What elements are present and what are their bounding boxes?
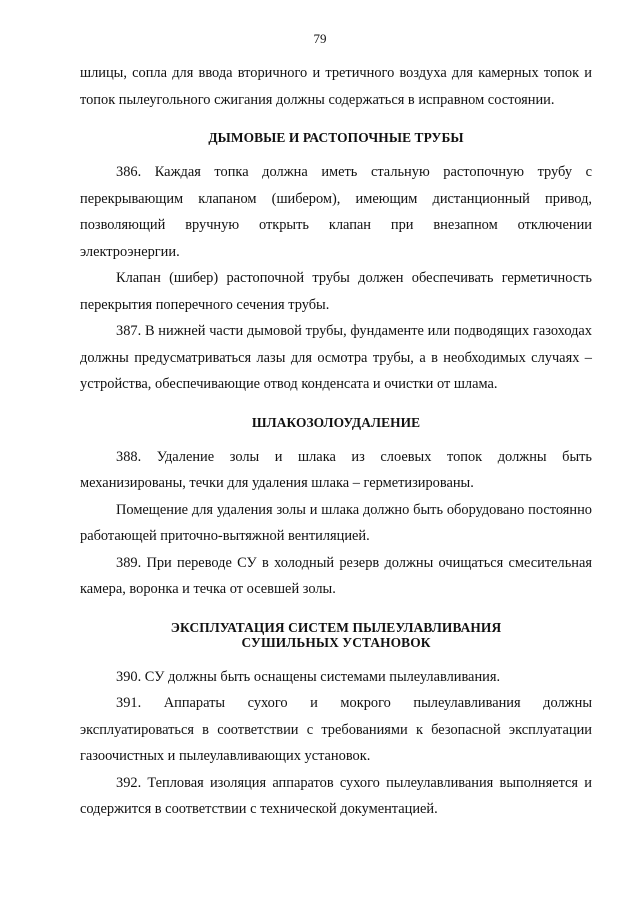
paragraph-386-valve: Клапан (шибер) растопочной трубы должен обеспечивать герметичность перекрытия поперечного сечения трубы. <box>80 270 592 313</box>
paragraph-388: 388. Удаление золы и шлака из слоевых топок должны быть механизированы, течки для удаления шлака – герметизированы. <box>80 448 592 491</box>
paragraph-390: 390. СУ должны быть оснащены системами пылеулавливания. <box>116 668 501 685</box>
paragraph-389: 389. При переводе СУ в холодный резерв должны очищаться смесительная камера, воронка и течка от осевшей золы. <box>80 554 592 597</box>
section-heading-dust-collection-line-1: ЭКСПЛУАТАЦИЯ СИСТЕМ ПЫЛЕУЛАВЛИВАНИЯ <box>170 619 502 635</box>
paragraph-387: 387. В нижней части дымовой трубы, фундаменте или подводящих газоходах должны предусматриваться лазы для осмотра трубы, а в необходимых случаях – устройства, обеспечивающие отвод конденсата и очистки от шлама. <box>80 323 592 392</box>
paragraph-388-ventilation: Помещение для удаления золы и шлака должно быть оборудовано постоянно работающей приточно-вытяжной вентиляцией. <box>80 501 592 544</box>
section-heading-chimneys: ДЫМОВЫЕ И РАСТОПОЧНЫЕ ТРУБЫ <box>208 130 464 145</box>
page-number: 79 <box>313 31 327 46</box>
paragraph-391: 391. Аппараты сухого и мокрого пылеулавливания должны эксплуатироваться в соответствии с требованиями к безопасной эксплуатации газоочистных и пылеулавливающих установок. <box>80 695 592 764</box>
document-body <box>80 60 592 823</box>
paragraph-continuation: шлицы, сопла для ввода вторичного и третичного воздуха для камерных топок и топок пылеугольного сжигания должны содержаться в исправном состоянии. <box>80 65 592 108</box>
paragraph-386: 386. Каждая топка должна иметь стальную растопочную трубу с перекрывающим клапаном (шибером), имеющим дистанционный привод, позволяющий вручную открыть клапан при внезапном отключении электроэнергии. <box>80 164 592 260</box>
section-heading-dust-collection-line-2: СУШИЛЬНЫХ УСТАНОВОК <box>241 634 431 650</box>
section-heading-ash-removal: ШЛАКОЗОЛОУДАЛЕНИЕ <box>251 414 421 430</box>
paragraph-392: 392. Тепловая изоляция аппаратов сухого пылеулавливания выполняется и содержится в соответствии с технической документацией. <box>80 774 592 817</box>
